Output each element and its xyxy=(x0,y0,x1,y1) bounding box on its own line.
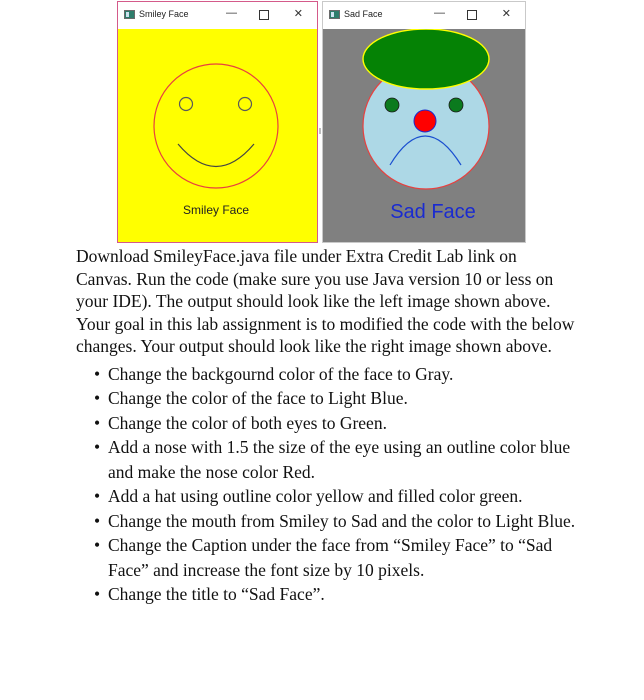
list-item: • Add a hat using outline color yellow and filled color green. xyxy=(76,484,576,509)
sad-drawing xyxy=(323,29,525,242)
window-gap-mark xyxy=(319,128,321,134)
smiley-drawing xyxy=(118,29,317,242)
list-item: • Change the Caption under the face from “Smiley Face” to “Sad Face” and increase the font size by 10 pixels. xyxy=(76,533,576,582)
sad-window-titlebar[interactable] xyxy=(323,2,525,29)
maximize-icon xyxy=(259,10,269,20)
change-list xyxy=(76,362,576,607)
sad-nose xyxy=(414,110,436,132)
sad-caption: Sad Face xyxy=(390,201,476,223)
sad-face-window xyxy=(322,1,526,243)
sad-canvas xyxy=(323,29,525,242)
list-item: • Add a nose with 1.5 the size of the eye using an outline color blue and make the nose color Red. xyxy=(76,435,576,484)
maximize-button[interactable] xyxy=(259,7,269,23)
list-item: • Change the backgournd color of the face to Gray. xyxy=(76,362,576,387)
smiley-window-title: Smiley Face xyxy=(139,9,189,19)
smiley-canvas xyxy=(118,29,317,242)
java-app-icon xyxy=(329,10,340,19)
java-app-icon xyxy=(124,10,135,19)
list-item: • Change the color of the face to Light Blue. xyxy=(76,386,576,411)
instructions-paragraph: Download SmileyFace.java file under Extra Credit Lab link on Canvas. Run the code (make sure you use Java version 10 or less on your IDE). The output should look like the left image shown above. Your goal in this lab assignment is to modified the code with the below changes. Your output should look like the right image shown above. xyxy=(76,246,575,356)
maximize-button[interactable] xyxy=(467,7,477,23)
smiley-caption: Smiley Face xyxy=(182,203,250,217)
smiley-face-window xyxy=(117,1,318,243)
sad-right-eye xyxy=(449,98,463,112)
minimize-button[interactable]: — xyxy=(434,7,445,19)
list-item: • Change the title to “Sad Face”. xyxy=(76,582,576,607)
lab-instructions xyxy=(76,245,576,607)
close-button[interactable]: ✕ xyxy=(501,8,511,20)
close-button[interactable]: ✕ xyxy=(293,8,303,20)
sad-hat xyxy=(363,29,489,89)
sad-left-eye xyxy=(385,98,399,112)
list-item: • Change the mouth from Smiley to Sad and the color to Light Blue. xyxy=(76,509,576,534)
minimize-button[interactable]: — xyxy=(226,7,237,19)
sad-window-title: Sad Face xyxy=(344,9,383,19)
list-item: • Change the color of both eyes to Green. xyxy=(76,411,576,436)
smiley-window-titlebar[interactable] xyxy=(118,2,317,29)
maximize-icon xyxy=(467,10,477,20)
